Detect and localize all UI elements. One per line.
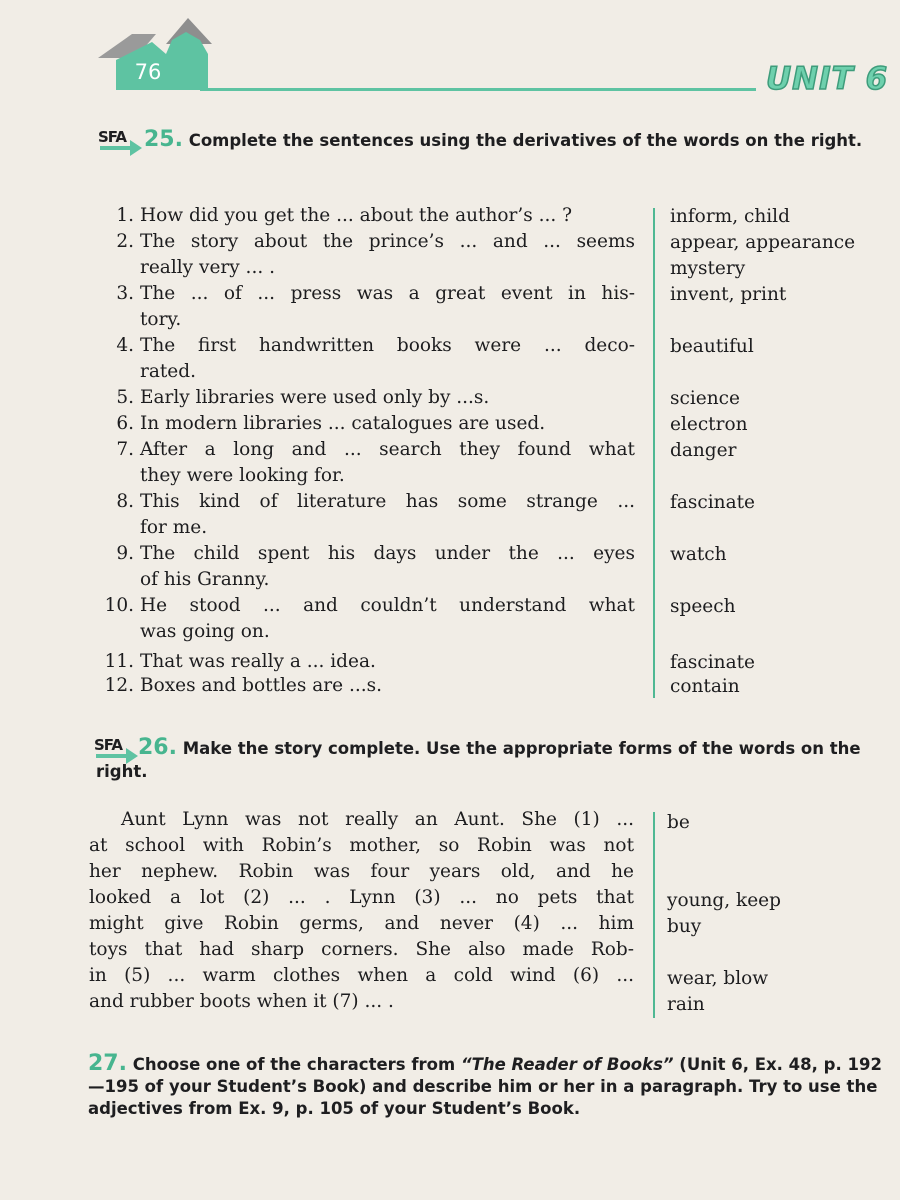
item-number: 7.: [116, 439, 134, 460]
item-number: 4.: [116, 335, 134, 356]
item-number: 1.: [116, 205, 134, 226]
exercise-27-text-b: (Unit 6, Ex. 48, p. 192—195 of your Student’s Book) and describe him or her in a paragraph. Try to use the adjectives from Ex. 9, p. 105 of your Student’s Book.: [88, 1055, 882, 1118]
hint-word: inform, child: [670, 206, 790, 227]
item-sentence: was going on.: [140, 621, 270, 642]
item-sentence: After a long and ... search they found what: [140, 439, 635, 460]
item-number: 2.: [116, 231, 134, 252]
item-sentence: The story about the prince’s ... and ... seems: [140, 231, 635, 252]
hint-word: speech: [670, 596, 736, 617]
hint-word: danger: [670, 440, 737, 461]
hint-word: electron: [670, 414, 748, 435]
sfa-badge: SFA: [94, 736, 122, 754]
story-line: might give Robin germs, and never (4) ... him: [89, 913, 634, 934]
item-sentence: The ... of ... press was a great event in his-: [140, 283, 635, 304]
item-number: 6.: [116, 413, 134, 434]
hint-divider: [653, 208, 655, 698]
story-line: her nephew. Robin was four years old, and he: [89, 861, 634, 882]
item-number: 11.: [104, 651, 134, 672]
hint-word: fascinate: [670, 492, 755, 513]
item-sentence: Early libraries were used only by ...s.: [140, 387, 490, 408]
item-sentence: This kind of literature has some strange ...: [140, 491, 635, 512]
item-sentence: really very ... .: [140, 257, 275, 278]
exercise-27: [88, 1053, 888, 1120]
story-line: in (5) ... warm clothes when a cold wind (6) ...: [89, 965, 634, 986]
exercise-26-heading: [96, 736, 886, 783]
unit-label: UNIT 6: [766, 61, 889, 97]
item-sentence: they were looking for.: [140, 465, 345, 486]
hint-word: invent, print: [670, 284, 787, 305]
hint-word: mystery: [670, 258, 746, 279]
hint-word: beautiful: [670, 336, 754, 357]
story-line: looked a lot (2) ... . Lynn (3) ... no pets that: [89, 887, 634, 908]
story-text: [89, 807, 634, 1015]
hint-word: young, keep: [667, 890, 781, 911]
item-sentence: In modern libraries ... catalogues are used.: [140, 413, 546, 434]
item-number: 8.: [116, 491, 134, 512]
exercise-number: 25.: [144, 127, 183, 152]
hint-word: be: [667, 812, 690, 833]
item-sentence: The child spent his days under the ... eyes: [140, 543, 635, 564]
item-sentence: rated.: [140, 361, 196, 382]
item-number: 12.: [104, 675, 134, 696]
page-number: 76: [134, 60, 162, 84]
exercise-27-text-a: Choose one of the characters from: [126, 1055, 461, 1074]
exercise-instruction: Complete the sentences using the derivatives of the words on the right.: [188, 131, 863, 150]
story-line: and rubber boots when it (7) ... .: [89, 991, 394, 1012]
hint-word: appear, appearance: [670, 232, 856, 253]
hint-divider: [653, 812, 655, 1018]
hint-word: science: [670, 388, 740, 409]
story-line: at school with Robin’s mother, so Robin was not: [89, 835, 634, 856]
item-sentence: How did you get the ... about the author’s ... ?: [140, 205, 573, 226]
item-sentence: That was really a ... idea.: [140, 651, 376, 672]
item-sentence: of his Granny.: [140, 569, 270, 590]
exercise-number: 27.: [88, 1051, 127, 1076]
item-sentence: Boxes and bottles are ...s.: [140, 675, 382, 696]
book-title: “The Reader of Books”: [460, 1055, 674, 1074]
hint-word: rain: [667, 994, 705, 1015]
story-line: Aunt Lynn was not really an Aunt. She (1) ...: [121, 809, 634, 830]
item-sentence: tory.: [140, 309, 182, 330]
item-number: 9.: [116, 543, 134, 564]
header-rule: [200, 88, 756, 91]
hint-word: watch: [670, 544, 727, 565]
exercise-25-heading: [96, 128, 886, 152]
item-number: 10.: [104, 595, 134, 616]
sfa-badge: SFA: [98, 128, 126, 146]
story-line: toys that had sharp corners. She also made Rob-: [89, 939, 634, 960]
hint-word: buy: [667, 916, 702, 937]
item-number: 5.: [116, 387, 134, 408]
hint-word: fascinate: [670, 652, 755, 673]
item-sentence: He stood ... and couldn’t understand what: [140, 595, 635, 616]
item-sentence: for me.: [140, 517, 208, 538]
hint-word: contain: [670, 676, 740, 697]
item-number: 3.: [116, 283, 134, 304]
hint-word: wear, blow: [667, 968, 769, 989]
item-sentence: The first handwritten books were ... deco-: [140, 335, 635, 356]
exercise-instruction: Make the story complete. Use the appropriate forms of the words on the right.: [96, 739, 861, 781]
exercise-number: 26.: [138, 735, 177, 760]
